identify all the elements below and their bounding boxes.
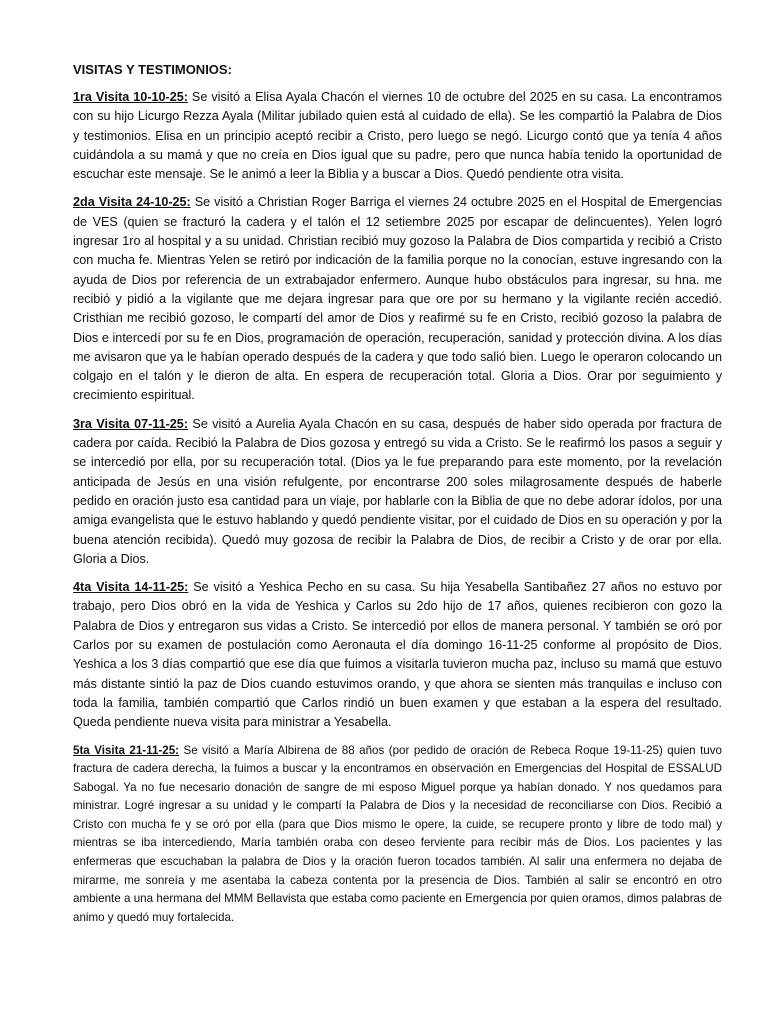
visit-paragraph-1	[73, 88, 722, 184]
visit-paragraph-5	[73, 742, 722, 928]
visit-text: Se visitó a Elisa Ayala Chacón el viernes 10 de octubre del 2025 en su casa. La encontramos con su hijo Licurgo Rezza Ayala (Militar jubilado quien está al cuidado de ella). Se les compartió la Palabra de Dios y testimonios. Elisa en un principio aceptó recibir a Cristo, pero luego se negó. Licurgo contó que ya tenía 4 años cuidándola a su mamá y que no creía en Dios igual que su padre, pero que nunca había tenido la oportunidad de escuchar este mensaje. Se le animó a leer la Biblia y a buscar a Dios. Quedó pendiente otra visita.	[73, 90, 722, 182]
visit-label: 3ra Visita 07-11-25:	[73, 416, 189, 431]
visit-text: Se visitó a Aurelia Ayala Chacón en su casa, después de haber sido operada por fractura de cadera por caída. Recibió la Palabra de Dios gozosa y entregó su vida a Cristo. Se le reafirmó los pasos a seguir y se intercedió por ella, por su recuperación total. (Dios ya le fue preparando para este momento, por la revelación anticipada de Jesús en una visión refulgente, por encontrarse 200 soles milagrosamente después de haberle pedido en oración justo esa cantidad para un viaje, por hablarle con la Biblia de que no debe adorar ídolos, por una amiga evangelista que le estuvo hablando y quedó pendiente visitar, por el cuidado de Dios en su operación y por la buena atención recibida). Quedó muy gozosa de recibir la Palabra de Dios, de recibir a Cristo y de orar por ella. Gloria a Dios.	[73, 416, 722, 566]
visit-label: 1ra Visita 10-10-25:	[73, 90, 188, 104]
visit-paragraph-2	[73, 193, 722, 405]
visit-text: Se visitó a Yeshica Pecho en su casa. Su hija Yesabella Santibañez 27 años no estuvo por trabajo, pero Dios obró en la vida de Yeshica y Carlos su 2do hijo de 17 años, quienes recibieron con gozo la Palabra de Dios y entregaron sus vidas a Cristo. Se intercedió por ellos de manera personal. Y también se oró por Carlos por su examen de postulación como Aeronauta el día domingo 16-11-25 conforme al propósito de Dios. Yeshica a los 3 días compartió que ese día que fuimos a visitarla tuvieron mucha paz, incluso su mamá que estuvo más distante sintió la paz de Dios cuando estuvimos orando, y que ahora se sienten más tranquilas e incluso con toda la familia, también compartió que Carlos rindió un buen examen y que estaban a la espera del resultado. Queda pendiente nueva visita para ministrar a Yesabella.	[73, 580, 722, 730]
visit-label: 5ta Visita 21-11-25:	[73, 743, 180, 757]
document-title: VISITAS Y TESTIMONIOS:	[73, 62, 232, 77]
visit-text: Se visitó a María Albirena de 88 años (por pedido de oración de Rebeca Roque 19-11-25) quien tuvo fractura de cadera derecha, la fuimos a buscar y la encontramos en observación en Emergencias del Hospital de ESSALUD Sabogal. Ya no fue necesario donación de sangre de mi esposo Miguel porque ya habían donado. Y nos quedamos para ministrar. Logré ingresar a su unidad y le compartí la Palabra de Dios y la necesidad de reconciliarse con Dios. Recibió a Cristo con mucha fe y se oró por ella (para que Dios mismo le opere, la cuide, se recupere pronto y libre de todo mal) y mientras se iba intercediendo, María también oraba con deseo ferviente para recibir más de Dios. Los pacientes y las enfermeras que escuchaban la palabra de Dios y la oración fueron tocados también. Al salir una enfermera no dejaba de mirarme, me sonreía y me asentaba la cabeza contenta por la presencia de Dios. También al salir se encontró en otro ambiente a una hermana del MMM Bellavista que estaba como paciente en Emergencia por quien oramos, dimos palabras de animo y quedó muy fortalecida.	[73, 743, 722, 924]
visit-text: Se visitó a Christian Roger Barriga el viernes 24 octubre 2025 en el Hospital de Emergencias de VES (quien se fracturó la cadera y el talón el 12 setiembre 2025 por escapar de delincuentes). Yelen logró ingresar 1ro al hospital y a su unidad. Christian recibió muy gozoso la Palabra de Dios compartida y recibió a Cristo con mucha fe. Mientras Yelen se retiró por indicación de la familia porque no la conocían, estuve ingresando con la ayuda de Dios por referencia de un extrabajador enfermero. Aunque hubo obstáculos para ingresar, su hna. me recibió y pidió a la vigilante que me dejara ingresar para que ore por su hermano y la vigilante recién accedió. Cristhian me recibió gozoso, le compartí del amor de Dios y reafirmé su fe en Cristo, recibió gozoso la palabra de Dios e intercedí por su fe en Dios, programación de operación, recuperación, sanidad y protección divina. A los días me avisaron que ya le habían operado después de la cadera y que todo salió bien. Luego le operaron colocando un colgajo en el talón y le dieron de alta. En espera de recuperación total. Gloria a Dios. Orar por seguimiento y crecimiento espiritual.	[73, 195, 722, 403]
visit-label: 2da Visita 24-10-25:	[73, 195, 191, 210]
visit-label: 4ta Visita 14-11-25:	[73, 580, 189, 595]
visit-paragraph-4	[73, 578, 722, 732]
visit-paragraph-3	[73, 415, 722, 569]
